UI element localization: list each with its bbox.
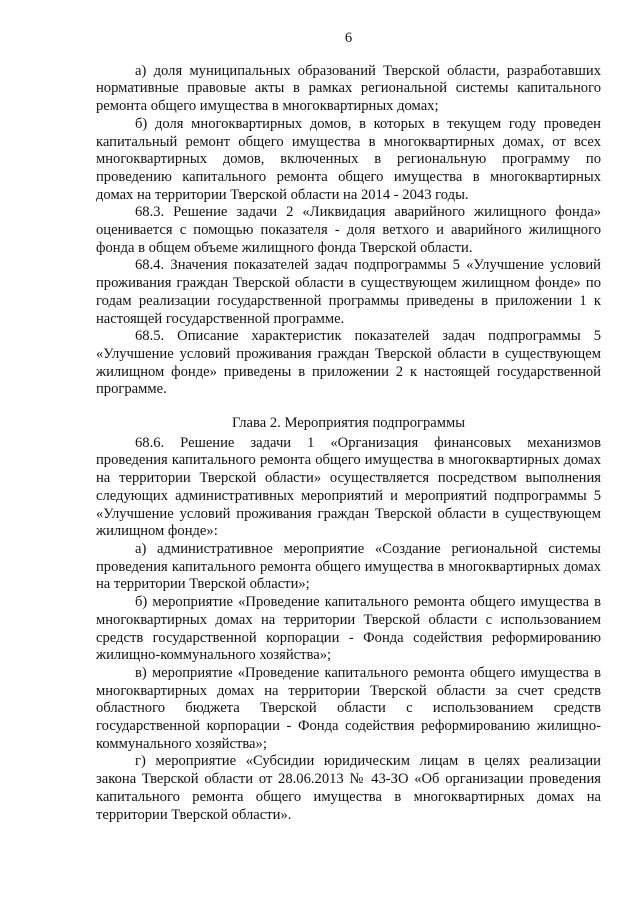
paragraph-item-b-share-apartment-buildings: б) доля многоквартирных домов, в которых в текущем году проведен капитальный ремонт общего имущества в многоквартирных домах, от всех многоквартирных домов, включенных в региональную программу по проведению капитального ремонта общего имущества в многоквартирных домах на территории Тверской области на 2014 - 2043 годы. (96, 115, 601, 203)
paragraph-68-3: 68.3. Решение задачи 2 «Ликвидация аварийного жилищного фонда» оценивается с помощью показателя - доля ветхого и аварийного жилищного фонда в общем объеме жилищного фонда Тверской области. (96, 204, 601, 256)
page-number: 6 (344, 30, 353, 46)
paragraph-item-a-share-municipalities: а) доля муниципальных образований Тверской области, разработавших нормативные правовые акты в рамках региональной системы капитального ремонта общего имущества в многоквартирных домах; (96, 62, 601, 115)
chapter-heading: Глава 2. Мероприятия подпрограммы (231, 415, 466, 432)
paragraph-measure-d: г) мероприятие «Субсидии юридическим лицам в целях реализации закона Тверской области от 28.06.2013 № 43-ЗО «Об организации проведения капитального ремонта общего имущества в многоквартирных домах на территории Тверской области». (96, 753, 601, 823)
paragraph-68-5: 68.5. Описание характеристик показателей задач подпрограммы 5 «Улучшение условий проживания граждан Тверской области в существующем жилищном фонде» приведены в приложении 2 к настоящей государственной программе. (96, 328, 601, 398)
paragraph-68-6: 68.6. Решение задачи 1 «Организация финансовых механизмов проведения капитального ремонта общего имущества в многоквартирных домах на территории Тверской области» осуществляется посредством выполнения следующих административных мероприятий и мероприятий подпрограммы 5 «Улучшение условий проживания граждан Тверской области в существующем жилищном фонде»: (96, 434, 601, 540)
paragraph-measure-b: б) мероприятие «Проведение капитального ремонта общего имущества в многоквартирных домах на территории Тверской области с использованием средств государственной корпорации - Фонда содействия реформированию жилищно-коммунального хозяйства»; (96, 594, 601, 664)
document-page (96, 30, 601, 824)
paragraph-measure-c: в) мероприятие «Проведение капитального ремонта общего имущества в многоквартирных домах на территории Тверской области за счет средств областного бюджета Тверской области с использованием средств государственной корпорации - Фонда содействия реформированию жилищно-коммунального хозяйства»; (96, 664, 601, 752)
paragraph-68-4: 68.4. Значения показателей задач подпрограммы 5 «Улучшение условий проживания граждан Тверской области в существующем жилищном фонде» по годам реализации государственной программы приведены в приложении 1 к настоящей государственной программе. (96, 257, 601, 327)
paragraph-measure-a: а) административное мероприятие «Создание региональной системы проведения капитального ремонта общего имущества в многоквартирных домах на территории Тверской области»; (96, 540, 601, 593)
